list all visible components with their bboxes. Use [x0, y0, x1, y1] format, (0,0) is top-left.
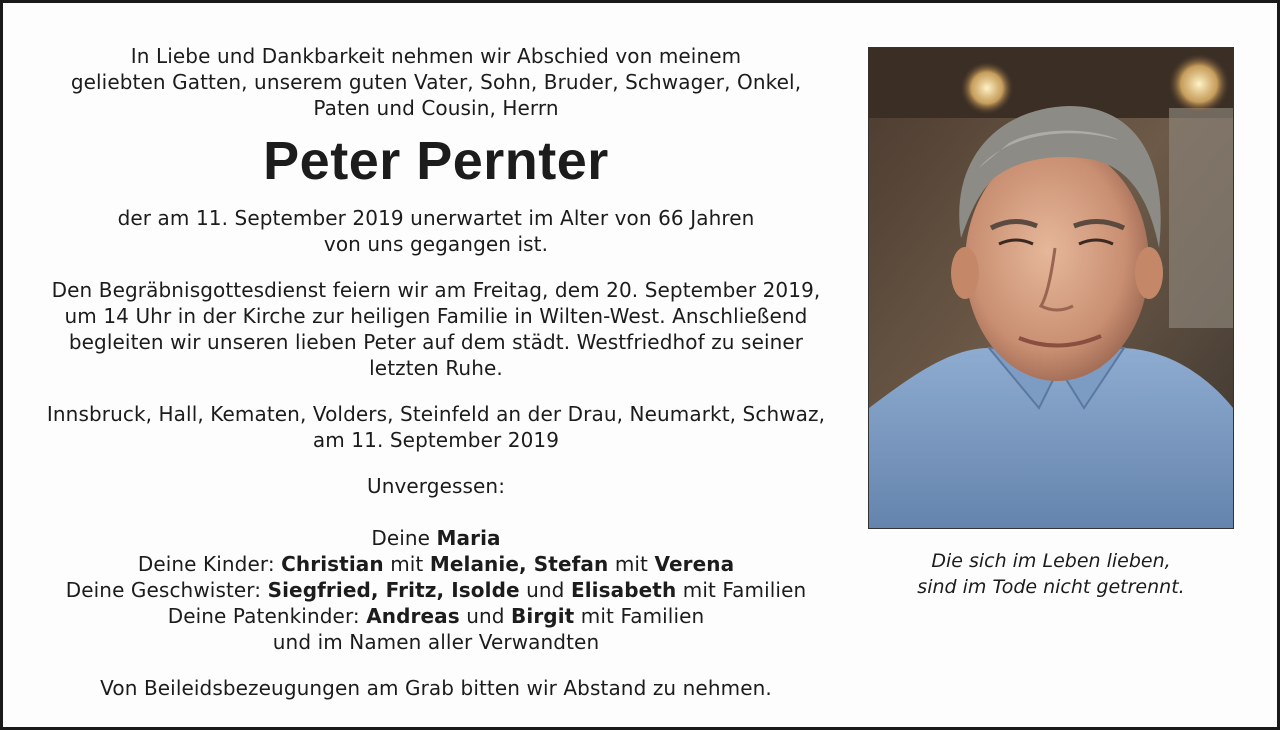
portrait-photo: [868, 47, 1234, 529]
deceased-name: Peter Pernter: [263, 131, 609, 191]
memorial-quote: Die sich im Leben lieben, sind im Tode nicht getrennt.: [917, 550, 1185, 598]
mourner-godchildren: Deine Patenkinder: Andreas und Birgit mit Familien: [167, 604, 705, 628]
mourners-list: [33, 473, 839, 655]
photo-right-wall: [1169, 108, 1233, 328]
funeral-text: Den Begräbnisgottesdienst feiern wir am Freitag, dem 20. September 2019, um 14 Uhr in der Kirche zur heiligen Familie in Wilten-West. Anschließend begleiten wir unseren lieben Peter auf dem städt. Westfriedhof zu seiner letzten Ruhe.: [51, 278, 821, 380]
place-date: Innsbruck, Hall, Kematen, Volders, Steinfeld an der Drau, Neumarkt, Schwaz, am 11. September 2019: [46, 402, 826, 452]
lamp-glow-left: [961, 62, 1013, 114]
mourner-wife: Deine Maria: [371, 526, 501, 550]
intro-text: In Liebe und Dankbarkeit nehmen wir Abschied von meinem geliebten Gatten, unserem guten Vater, Sohn, Bruder, Schwager, Onkel, Paten und Cousin, Herrn: [70, 44, 802, 120]
obituary-text: [33, 43, 839, 701]
ear-left: [951, 247, 979, 299]
ear-right: [1135, 247, 1163, 299]
mourner-siblings: Deine Geschwister: Siegfried, Fritz, Isolde und Elisabeth mit Familien: [65, 578, 807, 602]
mourner-children: Deine Kinder: Christian mit Melanie, Stefan mit Verena: [137, 552, 735, 576]
passing-text: der am 11. September 2019 unerwartet im Alter von 66 Jahren von uns gegangen ist.: [117, 206, 755, 256]
mourners-heading: Unvergessen:: [366, 474, 506, 498]
mourner-relatives: und im Namen aller Verwandten: [272, 630, 600, 654]
closing-text: Von Beileidsbezeugungen am Grab bitten wir Abstand zu nehmen.: [100, 676, 772, 700]
lamp-glow-right: [1169, 54, 1229, 114]
